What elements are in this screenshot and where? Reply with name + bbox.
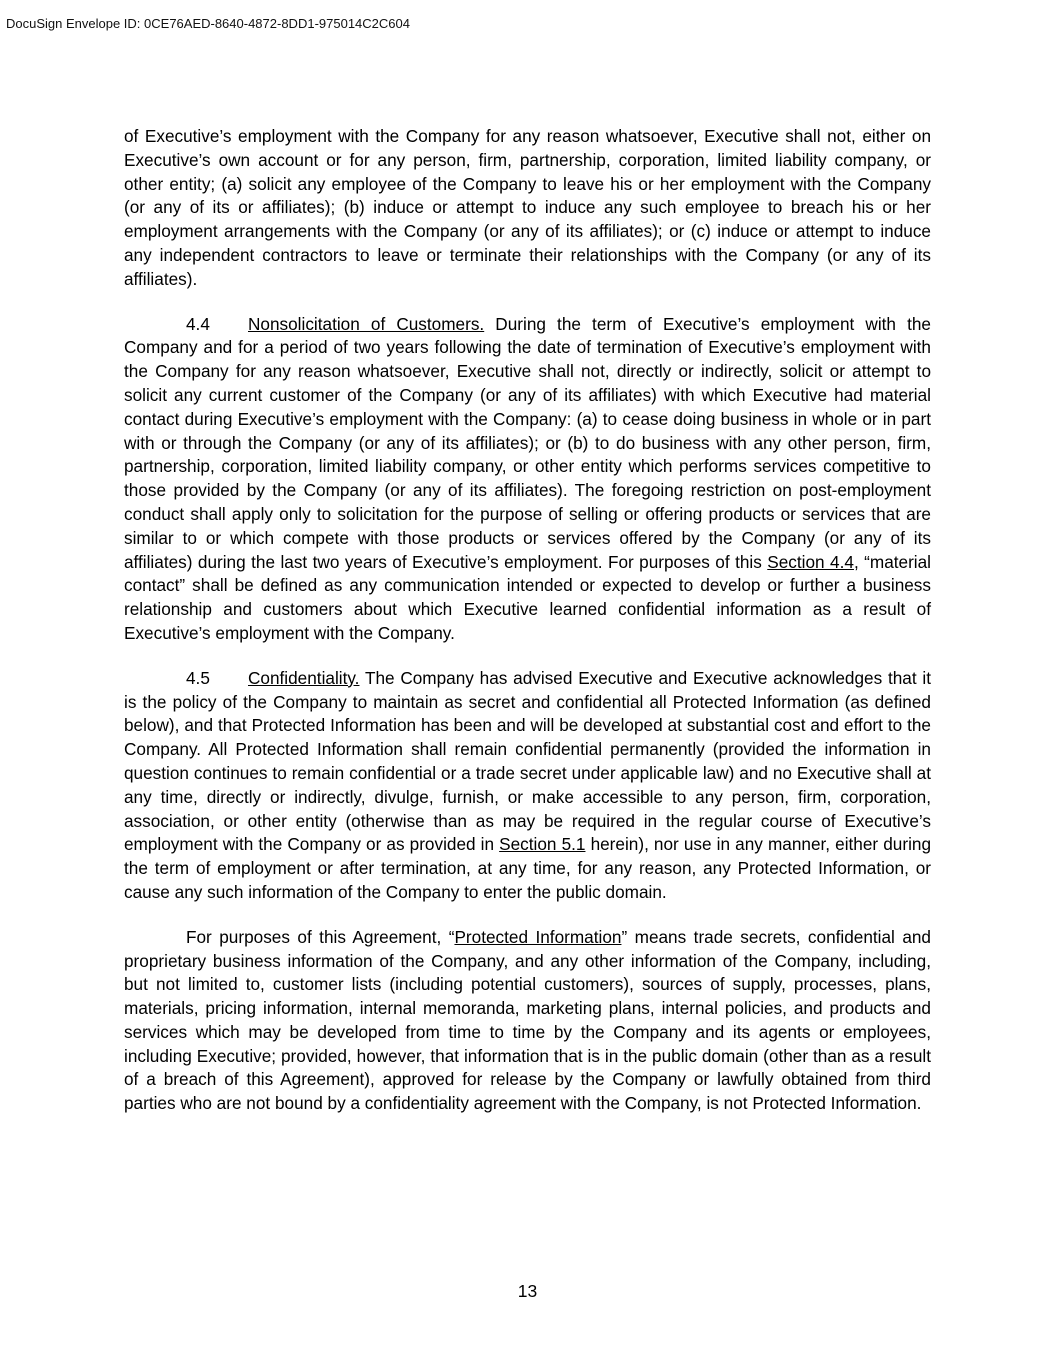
section-text: During the term of Executive’s employment with the Company and for a period of two years following the date of termination of Executive’s employment with the Company for any reason whatsoever, Executive shall not, directly or indirectly, solicit or attempt to solicit any current customer of the Company (or any of its affiliates) with which Executive had material contact during Executive’s employment with the Company: (a) to cease doing business in whole or in part with or through the Company (or any of its affiliates); or (b) to do business with any other person, firm, partnership, corporation, limited liability company, or other entity which performs services competitive to those provided by the Company (or any of its affiliates). The foregoing restriction on post-employment conduct shall apply only to solicitation for the purpose of selling or offering products or services that are similar to or which compete with those products or services offered by the Company (or any of its affiliates) during the last two years of Executive’s employment. For purposes of this xyxy=(124,313,931,572)
section-text: The Company has advised Executive and Executive acknowledges that it is the policy of the Company to maintain as secret and confidential all Protected Information (as defined below), and that Protected Information has been and will be developed at substantial cost and effort to the Company. All Protected Information shall remain confidential permanently (provided the information in question continues to remain confidential or a trade secret under applicable law) and no Executive shall at any time, directly or indirectly, divulge, furnish, or make accessible to any person, firm, corporation, association, or other entity (otherwise than as may be required in the regular course of Executive’s employment with the Company or as provided in xyxy=(124,667,931,855)
docusign-envelope-id: DocuSign Envelope ID: 0CE76AED-8640-4872-8DD1-975014C2C604 xyxy=(6,16,410,31)
document-body xyxy=(124,125,931,1137)
section-text-continued: , “material contact” shall be defined as any communication intended or expected to develop or further a business relationship and customers about which Executive learned confidential information as a result of Executive’s employment with the Company. xyxy=(124,551,932,643)
defined-term: Protected Information xyxy=(454,926,622,947)
section-number: 4.4 xyxy=(186,313,210,334)
section-reference: Section 5.1 xyxy=(499,834,586,855)
definition-text: ” means trade secrets, confidential and proprietary business information of the Company, and any other information of the Company, including, but not limited to, customer lists (including potential customers), sources of supply, processes, plans, materials, pricing information, internal memoranda, marketing plans, internal policies, and products and services which may be developed from time to time by the Company and its agents or employees, including Executive; provided, however, that information that is in the public domain (other than as a result of a breach of this Agreement), approved for release by the Company or lawfully obtained from third parties who are not bound by a confidentiality agreement with the Company, is not Protected Information. xyxy=(124,926,931,1114)
section-number: 4.5 xyxy=(186,667,210,688)
section-text-continued: herein), nor use in any manner, either during the term of employment or after termination, at any time, for any reason, any Protected Information, or cause any such information of the Company to enter the public domain. xyxy=(124,834,932,902)
section-heading: Confidentiality. xyxy=(248,667,360,688)
section-4-5-paragraph xyxy=(124,667,931,905)
section-heading: Nonsolicitation of Customers. xyxy=(248,313,485,334)
definition-paragraph xyxy=(124,926,931,1116)
section-4-4-paragraph xyxy=(124,313,931,646)
definition-lead: For purposes of this Agreement, “ xyxy=(186,926,455,947)
page-number: 13 xyxy=(517,1281,538,1301)
continuation-paragraph xyxy=(124,125,931,292)
section-reference: Section 4.4 xyxy=(767,551,854,572)
continuation-text: of Executive’s employment with the Company for any reason whatsoever, Executive shall not, either on Executive’s own account or for any person, firm, partnership, corporation, limited liability company, or other entity; (a) solicit any employee of the Company to leave his or her employment with the Company (or any of its or affiliates); (b) induce or attempt to induce any such employee to breach his or her employment arrangements with the Company (or any of its affiliates); or (c) induce or attempt to induce any independent contractors to leave or terminate their relationships with the Company (or any of its affiliates). xyxy=(124,126,931,289)
